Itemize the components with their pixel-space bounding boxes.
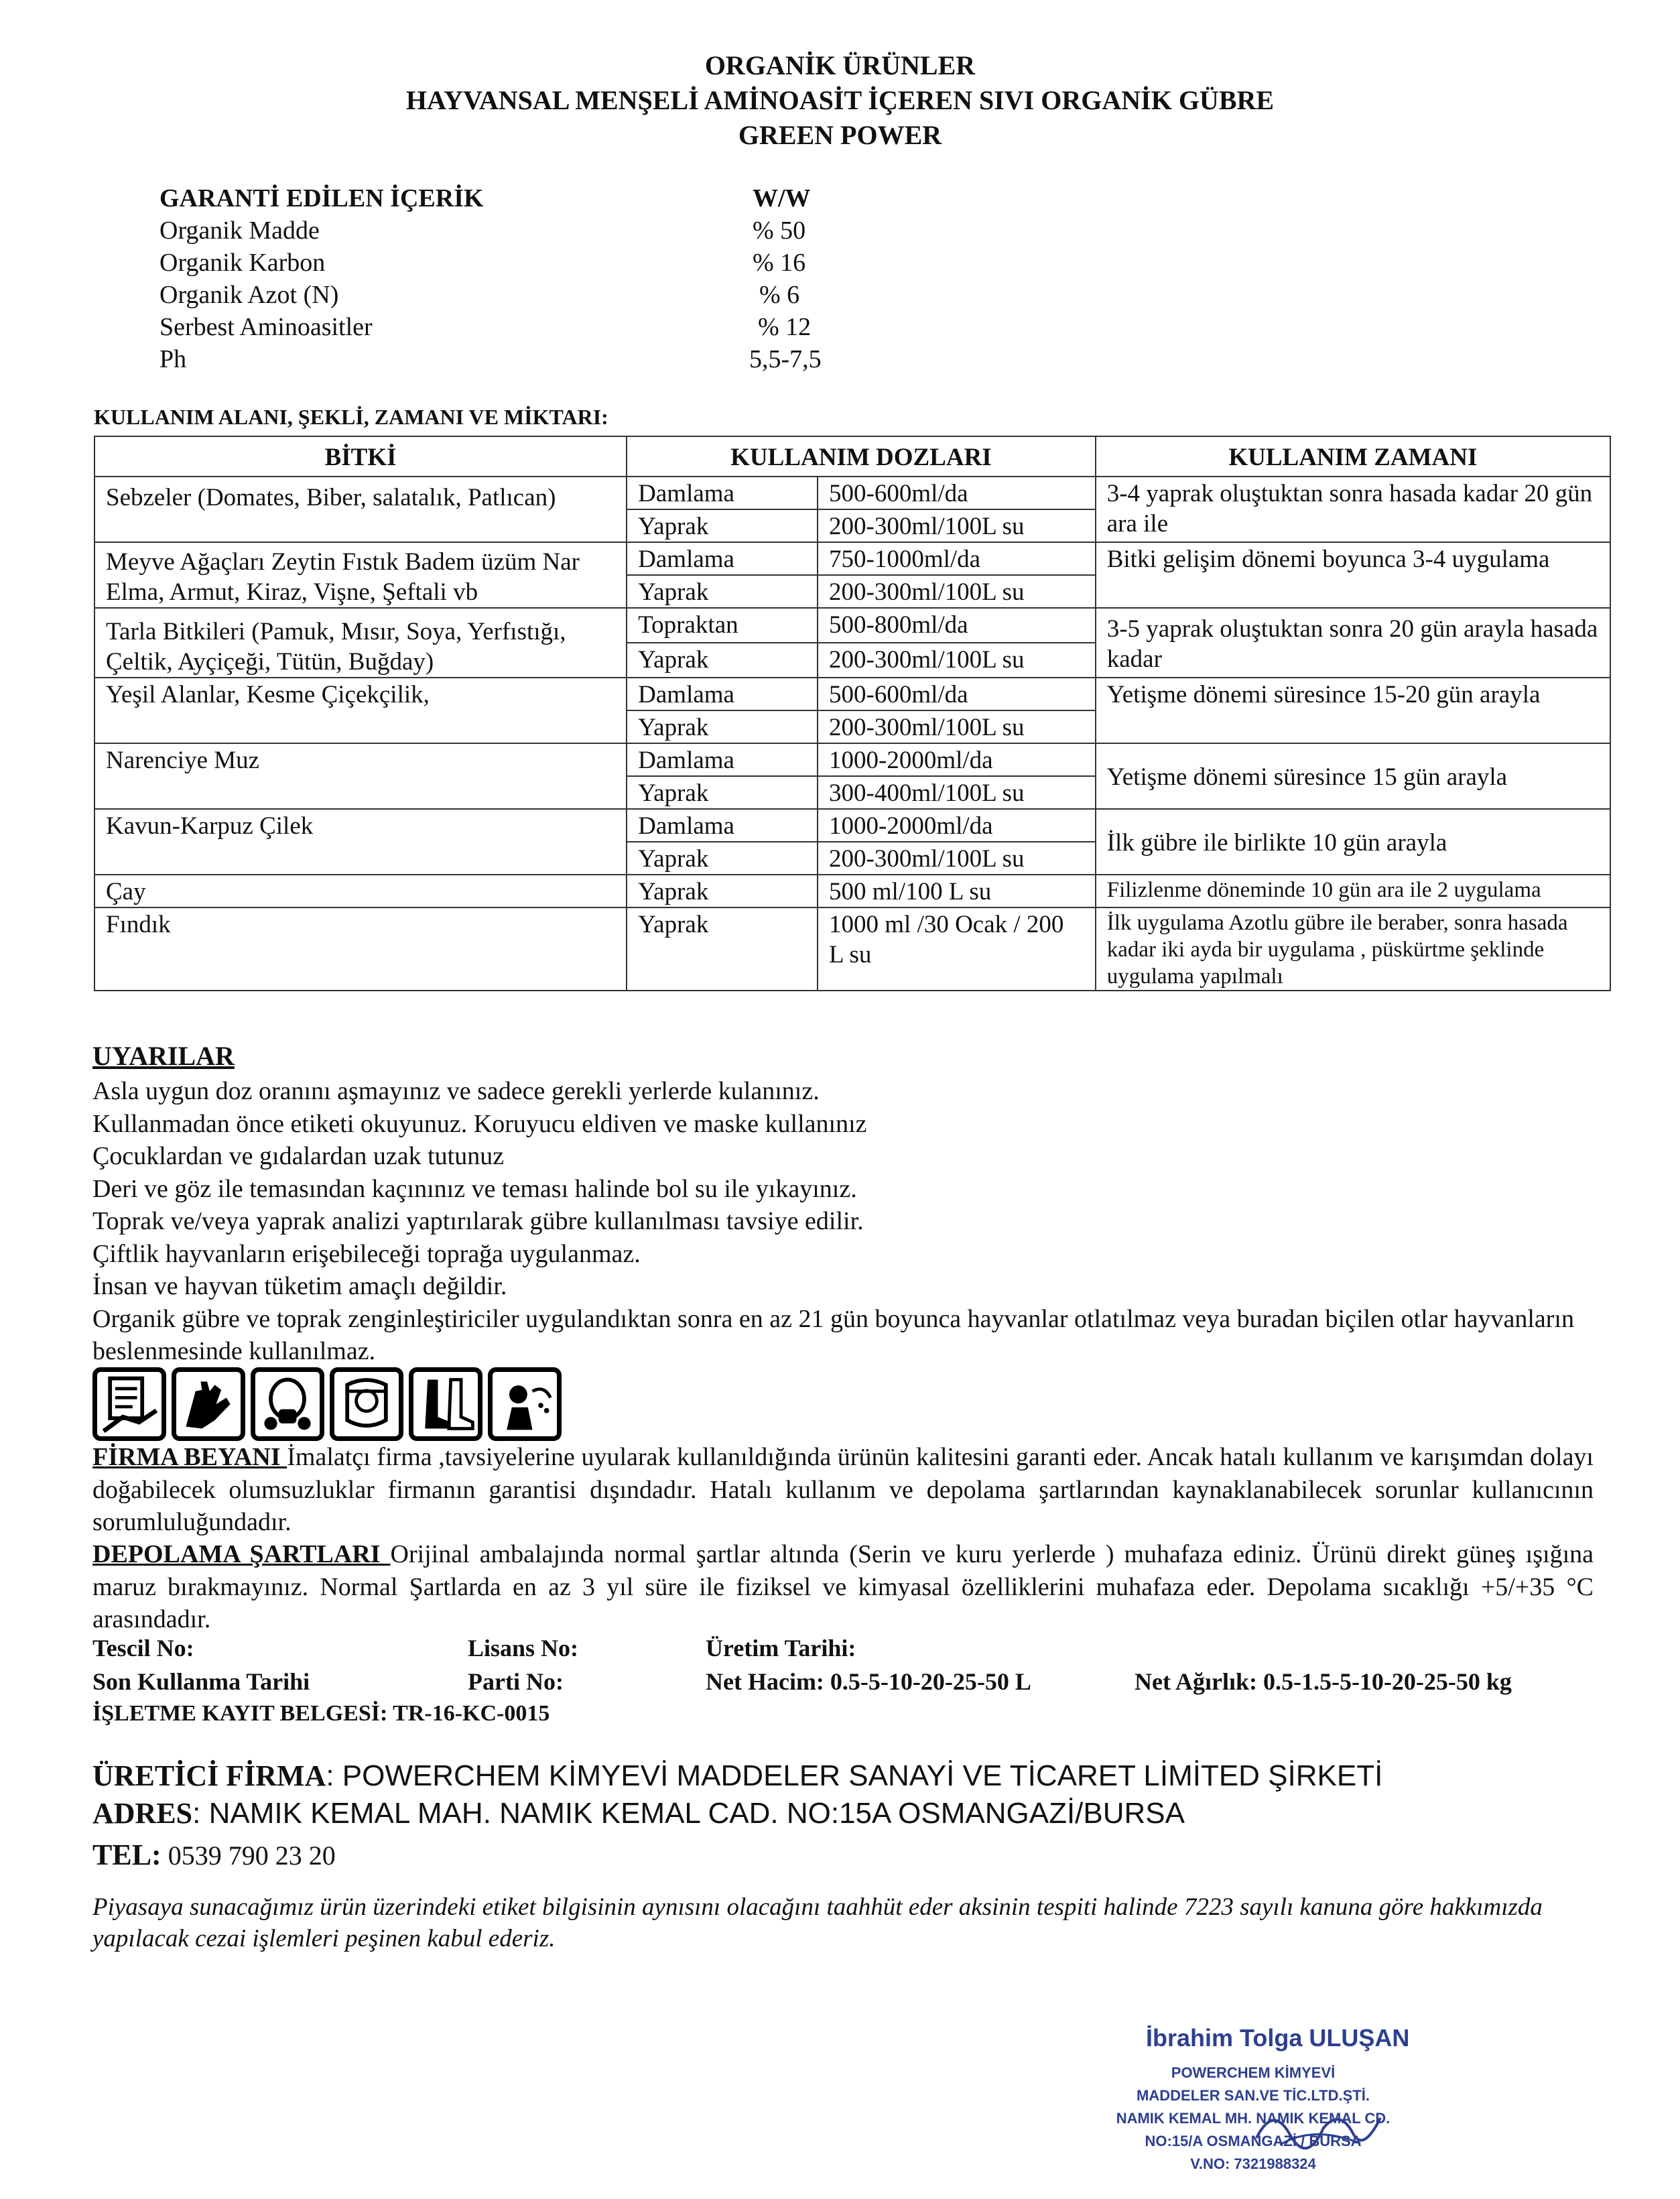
column-header-plant: BİTKİ bbox=[94, 436, 627, 477]
content-label: Ph bbox=[159, 345, 187, 373]
storage-text: Orijinal ambalajında normal şartlar altında (Serin ve kuru yerlerde ) muhafaza ediniz. Ürünü direkt güneş ışığına maruz bırakmayınız. Normal Şartlarda en az 3 yıl süre ile fiziksel ve kimyasal özelliklerini muhafaza eder. Depolama sıcaklığı +5/+35 °C arasındadır. bbox=[92, 1540, 1594, 1633]
plant-cell: Tarla Bitkileri (Pamuk, Mısır, Soya, Yerfıstığı, Çeltik, Ayçiçeği, Tütün, Buğday) bbox=[94, 608, 627, 678]
usage-heading: KULLANIM ALANI, ŞEKLİ, ZAMANI VE MİKTARI: bbox=[94, 405, 608, 429]
method-cell: Damlama bbox=[627, 678, 818, 710]
content-label: Organik Madde bbox=[159, 216, 320, 245]
business-registration: İŞLETME KAYIT BELGESİ: TR-16-KC-0015 bbox=[92, 1701, 550, 1726]
warning-line: Çiftlik hayvanların erişebileceği toprağa uygulanmaz. bbox=[92, 1239, 641, 1268]
net-weight: Net Ağırlık: 0.5-1.5-5-10-20-25-50 kg bbox=[1135, 1668, 1512, 1695]
method-cell: Yaprak bbox=[627, 509, 818, 542]
dose-cell: 500-600ml/da bbox=[818, 678, 1096, 710]
document-title bbox=[0, 48, 1680, 153]
title-line-3: GREEN POWER bbox=[738, 120, 942, 150]
plant-cell: Yeşil Alanlar, Kesme Çiçekçilik, bbox=[94, 678, 627, 743]
time-cell: Yetişme dönemi süresince 15 gün arayla bbox=[1096, 743, 1610, 809]
time-cell: 3-5 yaprak oluştuktan sonra 20 gün arayla hasada kadar bbox=[1096, 608, 1610, 678]
warning-line: Kullanmadan önce etiketi okuyunuz. Koruyucu eldiven ve maske kullanınız bbox=[92, 1109, 867, 1138]
table-row bbox=[94, 542, 1610, 575]
registration-number-label: Tescil No: bbox=[92, 1635, 194, 1661]
content-value: % 6 bbox=[759, 281, 800, 309]
usage-table bbox=[94, 436, 1611, 991]
warning-line: Deri ve göz ile temasından kaçınınız ve teması halinde bol su ile yıkayınız. bbox=[92, 1174, 857, 1203]
stamp-line: V.NO: 7321988324 bbox=[1190, 2155, 1316, 2172]
method-cell: Damlama bbox=[627, 477, 818, 509]
warning-line: Çocuklardan ve gıdalardan uzak tutunuz bbox=[92, 1142, 505, 1170]
respirator-mask-icon bbox=[251, 1367, 324, 1441]
read-label-icon bbox=[92, 1367, 166, 1441]
company-declaration bbox=[92, 1441, 1594, 1539]
time-cell: Bitki gelişim dönemi boyunca 3-4 uygulama bbox=[1096, 542, 1610, 608]
dose-cell: 1000-2000ml/da bbox=[818, 743, 1096, 776]
plant-cell: Sebzeler (Domates, Biber, salatalık, Patlıcan) bbox=[94, 477, 627, 542]
column-header-dose: KULLANIM DOZLARI bbox=[627, 436, 1096, 477]
table-row bbox=[94, 477, 1610, 509]
face-shield-icon bbox=[330, 1367, 403, 1441]
dose-cell: 200-300ml/100L su bbox=[818, 575, 1096, 608]
dose-cell: 200-300ml/100L su bbox=[818, 710, 1096, 743]
plant-cell: Kavun-Karpuz Çilek bbox=[94, 809, 627, 875]
table-row bbox=[94, 678, 1610, 710]
dose-cell: 300-400ml/100L su bbox=[818, 776, 1096, 809]
method-cell: Yaprak bbox=[627, 710, 818, 743]
time-cell: Filizlenme döneminde 10 gün ara ile 2 uygulama bbox=[1096, 875, 1610, 907]
usage-header-row bbox=[94, 436, 1610, 477]
time-cell: Yetişme dönemi süresince 15-20 gün arayla bbox=[1096, 678, 1610, 743]
stamp-signatory-name: İbrahim Tolga ULUŞAN bbox=[1146, 2024, 1410, 2052]
content-value: % 12 bbox=[758, 313, 812, 341]
declaration-text: İmalatçı firma ,tavsiyelerine uyularak kullanıldığında ürünün kalitesini garanti eder. Ancak hatalı kullanım ve karışımdan dolayı doğabilecek olumsuzluklar firmanın garantisi dışındadır. Hatalı kullanım ve depolama şartlarından kaynaklanabilecek sorunlar kullanıcının sorumluluğundadır. bbox=[92, 1443, 1594, 1536]
dose-cell: 200-300ml/100L su bbox=[818, 509, 1096, 542]
declaration-title: FİRMA BEYANI bbox=[92, 1443, 287, 1471]
table-row bbox=[94, 875, 1610, 907]
dose-cell: 500 ml/100 L su bbox=[818, 875, 1096, 907]
warnings-title: UYARILAR bbox=[92, 1041, 235, 1071]
expiry-date-label: Son Kullanma Tarihi bbox=[92, 1668, 310, 1695]
method-cell: Damlama bbox=[627, 542, 818, 575]
license-number-label: Lisans No: bbox=[468, 1635, 579, 1661]
address-line bbox=[92, 1795, 1382, 1832]
eye-wash-icon bbox=[488, 1367, 562, 1441]
content-value: % 50 bbox=[753, 216, 806, 245]
registration-info bbox=[92, 1632, 1607, 1733]
warning-line: Toprak ve/veya yaprak analizi yaptırılarak gübre kullanılması tavsiye edilir. bbox=[92, 1207, 864, 1235]
stamp-line: NAMIK KEMAL MH. NAMIK KEMAL CD. bbox=[1116, 2110, 1391, 2127]
time-cell: İlk uygulama Azotlu gübre ile beraber, sonra hasada kadar iki ayda bir uygulama , püskürtme şeklinde uygulama yapılmalı bbox=[1096, 907, 1610, 991]
content-label: Serbest Aminoasitler bbox=[159, 313, 373, 341]
column-header-time: KULLANIM ZAMANI bbox=[1096, 436, 1610, 477]
plant-cell: Narenciye Muz bbox=[94, 743, 627, 809]
method-cell: Damlama bbox=[627, 809, 818, 842]
net-volume: Net Hacim: 0.5-5-10-20-25-50 L bbox=[706, 1668, 1031, 1695]
stamp-line: MADDELER SAN.VE TİC.LTD.ŞTİ. bbox=[1137, 2087, 1370, 2104]
batch-number-label: Parti No: bbox=[468, 1668, 564, 1695]
company-stamp bbox=[1086, 2024, 1421, 2176]
table-row bbox=[94, 907, 1610, 991]
dose-cell: 500-800ml/da bbox=[818, 608, 1096, 643]
gloves-icon bbox=[172, 1367, 245, 1441]
method-cell: Yaprak bbox=[627, 907, 818, 991]
signature-scribble bbox=[1253, 2098, 1387, 2158]
content-heading-label: GARANTİ EDİLEN İÇERİK bbox=[159, 184, 484, 212]
time-cell: 3-4 yaprak oluştuktan sonra hasada kadar 20 gün ara ile bbox=[1096, 477, 1610, 542]
warnings-list bbox=[92, 1075, 1614, 1368]
production-date-label: Üretim Tarihi: bbox=[706, 1635, 856, 1661]
warning-line: Asla uygun doz oranını aşmayınız ve sadece gerekli yerlerde kulanınız. bbox=[92, 1077, 820, 1105]
stamp-line: NO:15/A OSMANGAZİ / BURSA bbox=[1145, 2133, 1362, 2149]
content-label: Organik Azot (N) bbox=[159, 281, 339, 309]
title-line-1: ORGANİK ÜRÜNLER bbox=[704, 50, 976, 80]
method-cell: Yaprak bbox=[627, 776, 818, 809]
time-cell: İlk gübre ile birlikte 10 gün arayla bbox=[1096, 809, 1610, 875]
address-value: : NAMIK KEMAL MAH. NAMIK KEMAL CAD. NO:15A OSMANGAZİ/BURSA bbox=[192, 1797, 1185, 1830]
dose-cell: 1000-2000ml/da bbox=[818, 809, 1096, 842]
dose-cell: 200-300ml/100L su bbox=[818, 842, 1096, 875]
table-row bbox=[94, 608, 1610, 643]
title-line-2: HAYVANSAL MENŞELİ AMİNOASİT İÇEREN SIVI ORGANİK GÜBRE bbox=[405, 85, 1275, 115]
plant-cell: Çay bbox=[94, 875, 627, 907]
manufacturer-label: ÜRETİCİ FİRMA bbox=[92, 1759, 326, 1792]
method-cell: Damlama bbox=[627, 743, 818, 776]
table-row bbox=[94, 743, 1610, 776]
phone-line bbox=[92, 1836, 1382, 1875]
content-value: % 16 bbox=[753, 249, 806, 277]
storage-conditions bbox=[92, 1538, 1594, 1636]
dose-cell: 750-1000ml/da bbox=[818, 542, 1096, 575]
method-cell: Yaprak bbox=[627, 643, 818, 678]
dose-cell: 200-300ml/100L su bbox=[818, 643, 1096, 678]
boots-icon bbox=[409, 1367, 482, 1441]
manufacturer-value: : POWERCHEM KİMYEVİ MADDELER SANAYİ VE TİCARET LİMİTED ŞİRKETİ bbox=[326, 1759, 1383, 1792]
manufacturer-info bbox=[92, 1757, 1382, 1875]
table-row bbox=[94, 809, 1610, 842]
phone-label: TEL: bbox=[92, 1838, 161, 1871]
stamp-line: POWERCHEM KİMYEVİ bbox=[1171, 2064, 1336, 2081]
method-cell: Yaprak bbox=[627, 875, 818, 907]
warning-line: İnsan ve hayvan tüketim amaçlı değildir. bbox=[92, 1272, 507, 1300]
safety-pictograms bbox=[92, 1367, 562, 1441]
content-label: Organik Karbon bbox=[159, 249, 326, 277]
legal-note: Piyasaya sunacağımız ürün üzerindeki etiket bilgisinin aynısını olacağını taahhüt eder aksinin tespiti halinde 7223 sayılı kanuna göre hakkımızda yapılacak cezai işlemleri peşinen kabul ederiz. bbox=[92, 1893, 1543, 1952]
storage-title: DEPOLAMA ŞARTLARI bbox=[92, 1540, 391, 1568]
method-cell: Topraktan bbox=[627, 608, 818, 643]
dose-cell: 500-600ml/da bbox=[818, 477, 1096, 509]
warning-line: Organik gübre ve toprak zenginleştiriciler uygulandıktan sonra en az 21 gün boyunca hayvanlar otlatılmaz veya buradan biçilen otlar hayvanların beslenmesinde kullanılmaz. bbox=[92, 1304, 1574, 1365]
method-cell: Yaprak bbox=[627, 842, 818, 875]
manufacturer-line bbox=[92, 1757, 1382, 1795]
method-cell: Yaprak bbox=[627, 575, 818, 608]
content-heading-value: W/W bbox=[753, 184, 811, 212]
content-value: 5,5-7,5 bbox=[749, 345, 822, 373]
address-label: ADRES bbox=[92, 1797, 193, 1830]
phone-value: 0539 790 23 20 bbox=[161, 1840, 336, 1871]
plant-cell: Meyve Ağaçları Zeytin Fıstık Badem üzüm Nar Elma, Armut, Kiraz, Vişne, Şeftali vb bbox=[94, 542, 627, 608]
dose-cell: 1000 ml /30 Ocak / 200 L su bbox=[818, 907, 1096, 991]
plant-cell: Fındık bbox=[94, 907, 627, 991]
